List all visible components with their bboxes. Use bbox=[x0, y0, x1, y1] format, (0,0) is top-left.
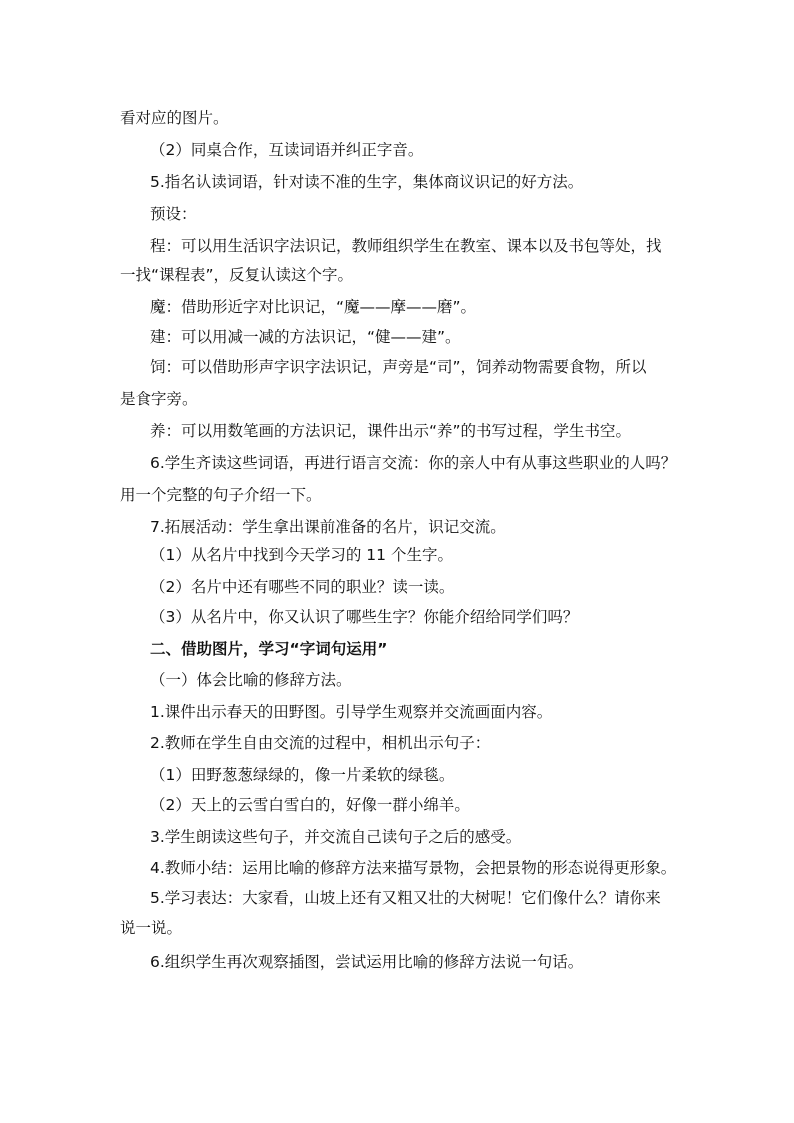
text-line: 魔：借助形近字对比识记，“魔——摩——磨”。 bbox=[150, 298, 477, 316]
text-line: 4.教师小结：运用比喻的修辞方法来描写景物，会把景物的形态说得更形象。 bbox=[150, 859, 677, 877]
text-line: 养：可以用数笔画的方法识记，课件出示“养”的书写过程，学生书空。 bbox=[150, 422, 632, 440]
text-line: 一找“课程表”，反复认读这个字。 bbox=[120, 266, 354, 284]
text-line: 6.组织学生再次观察插图，尝试运用比喻的修辞方法说一句话。 bbox=[150, 953, 584, 971]
text-line: 说一说。 bbox=[120, 919, 183, 937]
section-heading: 二、借助图片，学习“字词句运用” bbox=[150, 640, 388, 658]
text-line: 5.学习表达：大家看，山坡上还有又粗又壮的大树呢！它们像什么？请你来 bbox=[150, 889, 661, 907]
text-line: 5.指名认读词语，针对读不准的生字，集体商议识记的好方法。 bbox=[150, 173, 584, 191]
text-line: 2.教师在学生自由交流的过程中，相机出示句子： bbox=[150, 734, 491, 752]
text-line: 3.学生朗读这些句子，并交流自己读句子之后的感受。 bbox=[150, 828, 522, 846]
text-line: 7.拓展活动：学生拿出课前准备的名片，识记交流。 bbox=[150, 518, 506, 536]
text-line: （一）体会比喻的修辞方法。 bbox=[150, 671, 352, 689]
text-line: （2）名片中还有哪些不同的职业？读一读。 bbox=[150, 578, 455, 596]
text-line: （1）田野葱葱绿绿的，像一片柔软的绿毯。 bbox=[150, 766, 455, 784]
text-line: 程：可以用生活识字法识记，教师组织学生在教室、课本以及书包等处，找 bbox=[150, 237, 662, 255]
text-line: 6.学生齐读这些词语，再进行语言交流：你的亲人中有从事这些职业的人吗？ bbox=[150, 454, 677, 472]
text-line: 用一个完整的句子介绍一下。 bbox=[120, 486, 322, 504]
text-line: （1）从名片中找到今天学习的 11 个生字。 bbox=[150, 546, 453, 564]
text-line: 1.课件出示春天的田野图。引导学生观察并交流画面内容。 bbox=[150, 703, 553, 721]
text-line: 建：可以用减一减的方法识记，“健——建”。 bbox=[150, 328, 461, 346]
text-line: 预设： bbox=[150, 205, 197, 223]
text-line: 饲：可以借助形声字识字法识记，声旁是“司”，饲养动物需要食物，所以 bbox=[150, 358, 647, 376]
text-line: （2）同桌合作，互读词语并纠正字音。 bbox=[150, 141, 424, 159]
text-line: （3）从名片中，你又认识了哪些生字？你能介绍给同学们吗？ bbox=[150, 608, 579, 626]
text-line: 看对应的图片。 bbox=[120, 109, 229, 127]
text-line: 是食字旁。 bbox=[120, 390, 198, 408]
text-line: （2）天上的云雪白雪白的，好像一群小绵羊。 bbox=[150, 796, 470, 814]
